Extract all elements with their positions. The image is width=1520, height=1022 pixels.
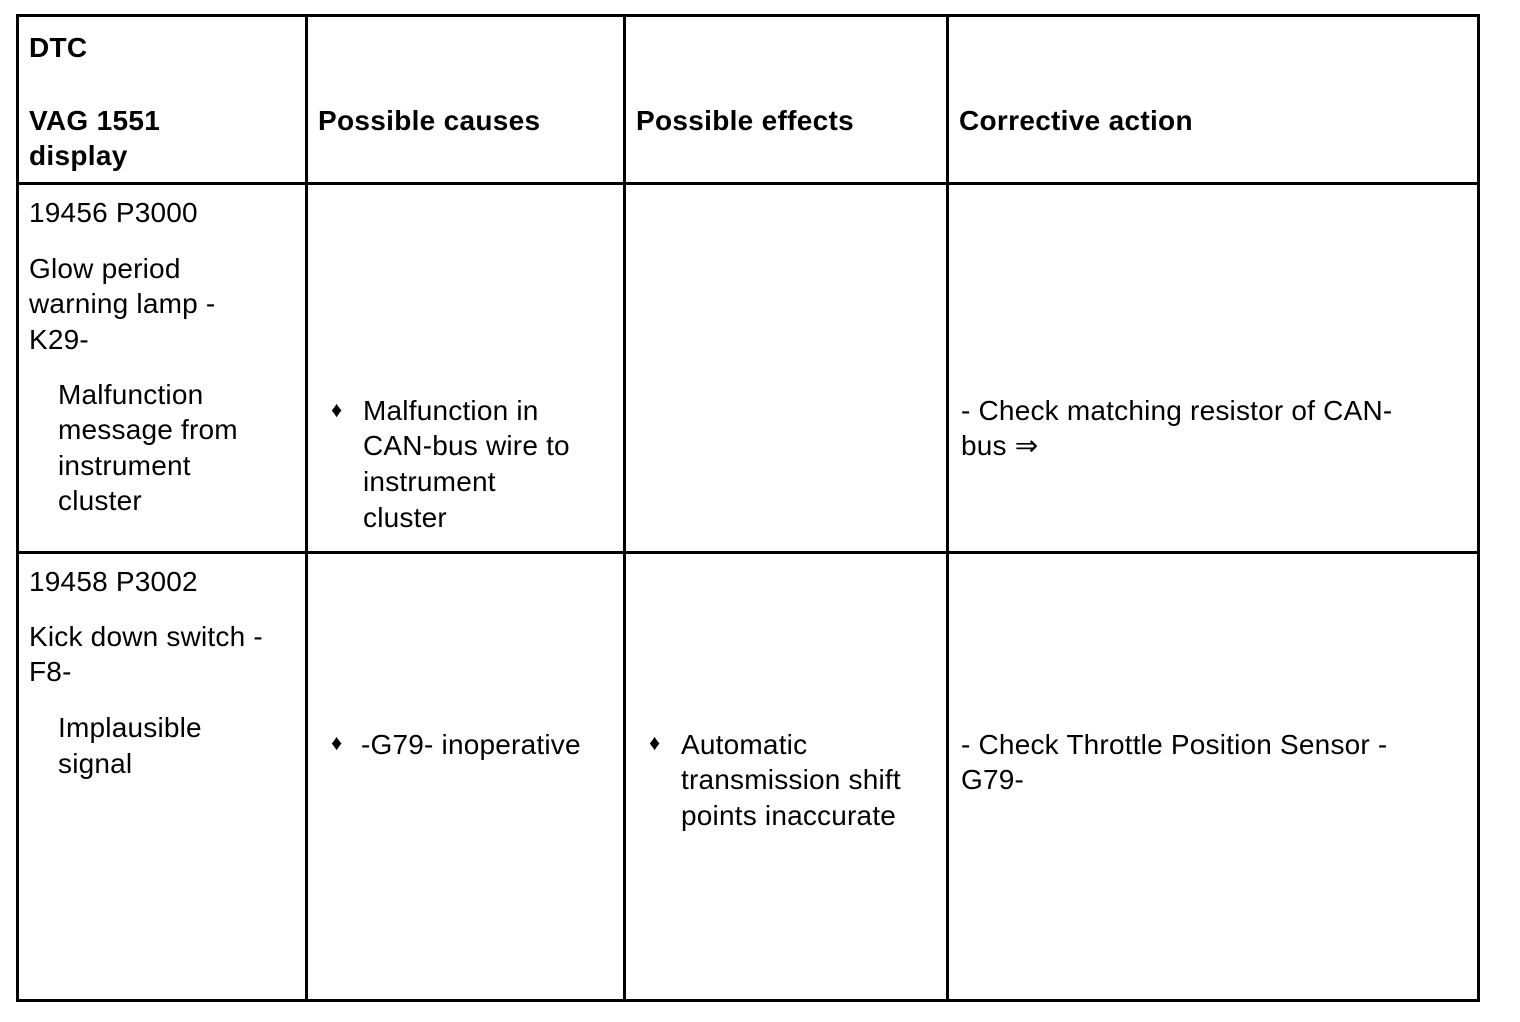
dtc-table xyxy=(16,14,1480,1002)
diamond-bullet-icon: ♦ xyxy=(331,729,343,755)
action-cell xyxy=(948,183,1479,552)
fault-text: Malfunction xyxy=(58,378,204,410)
dtc-cell xyxy=(18,183,307,552)
table-row xyxy=(18,552,1479,1000)
action-cell xyxy=(948,552,1479,1000)
fault-text: Implausible xyxy=(58,711,202,743)
component-name: F8- xyxy=(29,655,72,687)
header-dtc-label: DTC xyxy=(29,32,88,63)
diamond-bullet-icon: ♦ xyxy=(331,396,343,422)
fault-text: signal xyxy=(58,747,133,779)
header-possible-causes: Possible causes xyxy=(307,16,625,184)
fault-text: cluster xyxy=(58,484,142,516)
action-text: - Check matching resistor of CAN- xyxy=(961,394,1393,426)
header-row xyxy=(18,16,1479,184)
header-corrective-action: Corrective action xyxy=(948,16,1479,184)
cause-text: CAN-bus wire to xyxy=(363,429,570,461)
action-text: bus ⇒ xyxy=(961,429,1039,461)
cause-cell xyxy=(307,552,625,1000)
component-name: warning lamp - xyxy=(29,287,216,319)
dtc-cell xyxy=(18,552,307,1000)
fault-text: message from xyxy=(58,413,238,445)
dtc-code: 19456 P3000 xyxy=(29,196,198,228)
header-possible-effects: Possible effects xyxy=(625,16,948,184)
dtc-code: 19458 P3002 xyxy=(29,565,198,597)
effect-text: points inaccurate xyxy=(681,799,897,831)
cause-text: instrument xyxy=(363,465,496,497)
effect-cell xyxy=(625,552,948,1000)
header-vag-label: VAG 1551 xyxy=(29,105,161,136)
table-row xyxy=(18,183,1479,552)
component-name: Kick down switch - xyxy=(29,620,263,652)
effect-cell xyxy=(625,183,948,552)
diamond-bullet-icon: ♦ xyxy=(649,729,661,755)
cause-cell xyxy=(307,183,625,552)
action-text: G79- xyxy=(961,763,1025,795)
fault-text: instrument xyxy=(58,449,191,481)
component-name: K29- xyxy=(29,323,89,355)
cause-text: Malfunction in xyxy=(363,394,539,426)
cause-text: -G79- inoperative xyxy=(361,728,581,760)
effect-text: transmission shift xyxy=(681,763,901,795)
effect-text: Automatic xyxy=(681,728,808,760)
component-name: Glow period xyxy=(29,252,181,284)
action-text: - Check Throttle Position Sensor - xyxy=(961,728,1388,760)
cause-text: cluster xyxy=(363,501,447,533)
header-dtc xyxy=(18,16,307,184)
header-display-label: display xyxy=(29,140,128,171)
